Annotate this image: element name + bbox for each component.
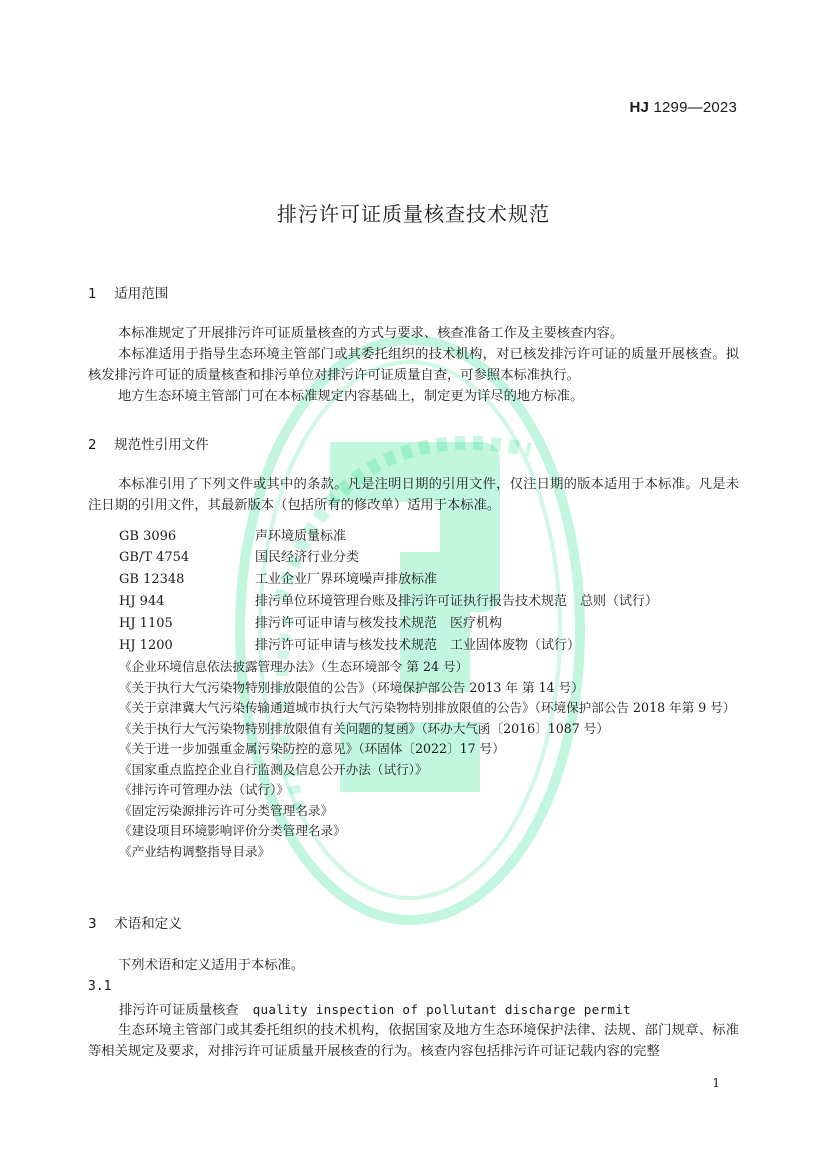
term-definition: 生态环境主管部门或其委托组织的技术机构，依据国家及地方生态环境保护法律、法规、部门规章、标准等相关规定及要求，对排污许可证质量开展核查的行为。核查内容包括排污许可证记载内容的完整 xyxy=(88,1023,739,1059)
section-3-heading xyxy=(88,912,182,932)
standard-ref-code: HJ 1105 xyxy=(119,616,173,631)
standard-ref-row xyxy=(119,526,346,547)
section-2-title: 规范性引用文件 xyxy=(114,437,209,453)
term-chinese: 排污许可证质量核查 xyxy=(119,1003,239,1018)
term-entry xyxy=(119,999,631,1018)
referenced-document: 《建设项目环境影响评价分类管理名录》 xyxy=(119,823,346,838)
standard-ref-code: GB/T 4754 xyxy=(119,550,190,565)
term-english: quality inspection of pollutant discharge permit xyxy=(252,1002,632,1017)
section-1-title: 适用范围 xyxy=(114,286,169,302)
section-1-paragraph: 本标准规定了开展排污许可证质量核查的方式与要求、核查准备工作及主要核查内容。 xyxy=(118,326,624,341)
section-1-heading xyxy=(88,282,168,302)
standard-ref-row xyxy=(119,569,437,590)
section-1-paragraph: 地方生态环境主管部门可在本标准规定内容基础上，制定更为详尽的地方标准。 xyxy=(118,389,584,404)
referenced-document: 《关于执行大气污染物特别排放限值有关问题的复函》（环办大气函〔2016〕1087 号） xyxy=(119,720,609,736)
referenced-document: 《产业结构调整指导目录》 xyxy=(119,843,271,859)
standard-ref-name: 声环境质量标准 xyxy=(255,529,347,544)
section-2-intro: 本标准引用了下列文件或其中的条款。凡是注明日期的引用文件，仅注日期的版本适用于本标准。凡是未注日期的引用文件，其最新版本（包括所有的修改单）适用于本标准。 xyxy=(88,477,739,513)
section-3-intro: 下列术语和定义适用于本标准。 xyxy=(118,958,305,973)
referenced-document: 《国家重点监控企业自行监测及信息公开办法（试行）》 xyxy=(119,761,428,777)
standard-code: HJ xyxy=(629,99,650,116)
section-3-title: 术语和定义 xyxy=(114,916,182,932)
standard-ref-code: GB 3096 xyxy=(119,529,177,544)
standard-number-value: 1299—2023 xyxy=(653,99,737,116)
standard-number xyxy=(630,99,738,116)
referenced-document: 《固定污染源排污许可分类管理名录》 xyxy=(119,802,334,818)
section-2-heading xyxy=(88,433,209,453)
referenced-document: 《关于进一步加强重金属污染防控的意见》（环固体〔2022〕17 号） xyxy=(119,741,505,756)
standard-ref-row xyxy=(119,591,658,612)
standard-ref-name: 工业企业厂界环境噪声排放标准 xyxy=(255,572,438,587)
section-1-number: 1 xyxy=(88,286,97,302)
standard-ref-name: 国民经济行业分类 xyxy=(255,550,360,565)
standard-ref-code: HJ 944 xyxy=(119,594,165,609)
section-1-paragraph: 本标准适用于指导生态环境主管部门或其委托组织的技术机构，对已核发排污许可证的质量开展核查。拟核发排污许可证的质量核查和排污单位对排污许可证质量自查，可参照本标准执行。 xyxy=(88,347,739,383)
standard-ref-name: 排污许可证申请与核发技术规范 工业固体废物（试行） xyxy=(255,638,581,653)
referenced-document: 《排污许可管理办法（试行）》 xyxy=(119,782,290,797)
standard-ref-name: 排污单位环境管理台账及排污许可证执行报告技术规范 总则（试行） xyxy=(255,594,659,609)
standard-ref-code: GB 12348 xyxy=(119,572,185,587)
section-2-number: 2 xyxy=(88,437,97,453)
standard-ref-name: 排污许可证申请与核发技术规范 医疗机构 xyxy=(255,616,503,631)
standard-ref-code: HJ 1200 xyxy=(119,638,173,653)
document-title: 排污许可证质量核查技术规范 xyxy=(277,202,550,226)
referenced-document: 《关于京津冀大气污染传输通道城市执行大气污染物特别排放限值的公告》（环境保护部公告 2018 年第 9 号） xyxy=(119,700,736,715)
page-number: 1 xyxy=(712,1076,720,1090)
referenced-documents-list xyxy=(119,657,739,862)
clause-number: 3.1 xyxy=(88,979,112,994)
standard-ref-row xyxy=(119,635,580,656)
referenced-document: 《企业环境信息依法披露管理办法》（生态环境部令 第 24 号） xyxy=(119,659,469,674)
section-3-number: 3 xyxy=(88,916,97,932)
standard-ref-row xyxy=(119,547,359,568)
standard-ref-row xyxy=(119,613,502,634)
referenced-document: 《关于执行大气污染物特别排放限值的公告》（环境保护部公告 2013 年 第 14 号） xyxy=(119,679,584,695)
